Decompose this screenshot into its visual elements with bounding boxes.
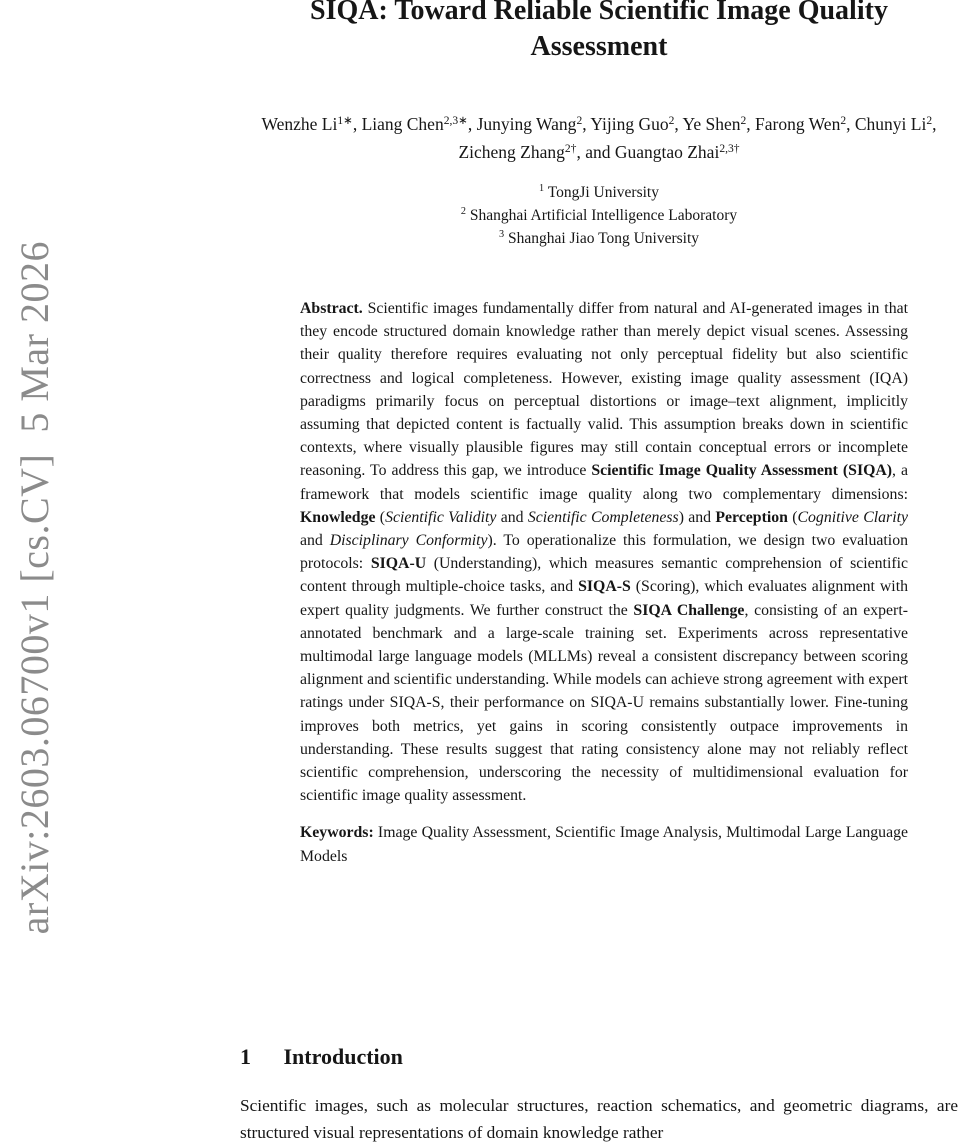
abstract-block	[300, 297, 908, 868]
abstract-paragraph: Abstract. Scientific images fundamentally differ from natural and AI-generated images in that they encode structured domain knowledge rather than merely depict visual scenes. Assessing their quality therefore requires evaluating not only perceptual fidelity but also scientific correctness and logical completeness. However, existing image quality assessment (IQA) paradigms primarily focus on perceptual distortions or image–text alignment, implicitly assuming that depicted content is factually valid. This assumption breaks down in scientific contexts, where visually plausible figures may still contain conceptual errors or incomplete reasoning. To address this gap, we introduce Scientific Image Quality Assessment (SIQA), a framework that models scientific image quality along two complementary dimensions: Knowledge (Scientific Validity and Scientific Completeness) and Perception (Cognitive Clarity and Disciplinary Conformity). To operationalize this formulation, we design two evaluation protocols: SIQA-U (Understanding), which measures semantic comprehension of scientific content through multiple-choice tasks, and SIQA-S (Scoring), which evaluates alignment with expert quality judgments. We further construct the SIQA Challenge, consisting of an expert-annotated benchmark and a large-scale training set. Experiments across representative multimodal large language models (MLLMs) reveal a consistent discrepancy between scoring alignment and scientific understanding. While models can achieve strong agreement with expert ratings under SIQA-S, their performance on SIQA-U remains substantially lower. Fine-tuning improves both metrics, yet gains in scoring consistently outpace improvements in understanding. These results suggest that rating consistency alone may not reliably reflect scientific comprehension, underscoring the necessity of multidimensional evaluation for scientific image quality assessment.	[300, 300, 908, 805]
section-number: 1	[240, 1044, 251, 1069]
paper-title: SIQA: Toward Reliable Scientific Image Quality Assessment	[310, 0, 888, 62]
affiliation-line-3: $^3$ Shanghai Jiao Tong University	[498, 229, 700, 247]
keywords-paragraph: Keywords: Image Quality Assessment, Scientific Image Analysis, Multimodal Large Language Models	[300, 824, 908, 865]
arxiv-watermark	[6, 200, 62, 975]
section-heading	[240, 1042, 958, 1072]
section-title: Introduction	[283, 1044, 403, 1069]
intro-paragraph: Scientific images, such as molecular structures, reaction schematics, and geometric diagrams, are structured visual representations of domain knowledge rather	[240, 1096, 958, 1142]
author-line: Wenzhe $Li^{1∗}$, Liang Chen$^{2,3∗}$, Junying Wang$^2$, Yijing Guo$^2$, Ye Shen$^2$, Farong Wen$^2$, Chunyi Li$^2$, Zicheng Zhang$^{2\dagger}$, and Guangtao Zhai$^{2,3\dagger}$	[261, 114, 937, 162]
arxiv-watermark-text: arXiv:2603.06700v1 [cs.CV] 5 Mar 2026	[11, 240, 57, 935]
affiliation-line-1: $^1$ TongJi University	[539, 183, 659, 201]
affiliation-list	[240, 181, 958, 250]
affiliation-line-2: $^2$ Shanghai Artificial Intelligence Laboratory	[460, 206, 738, 224]
